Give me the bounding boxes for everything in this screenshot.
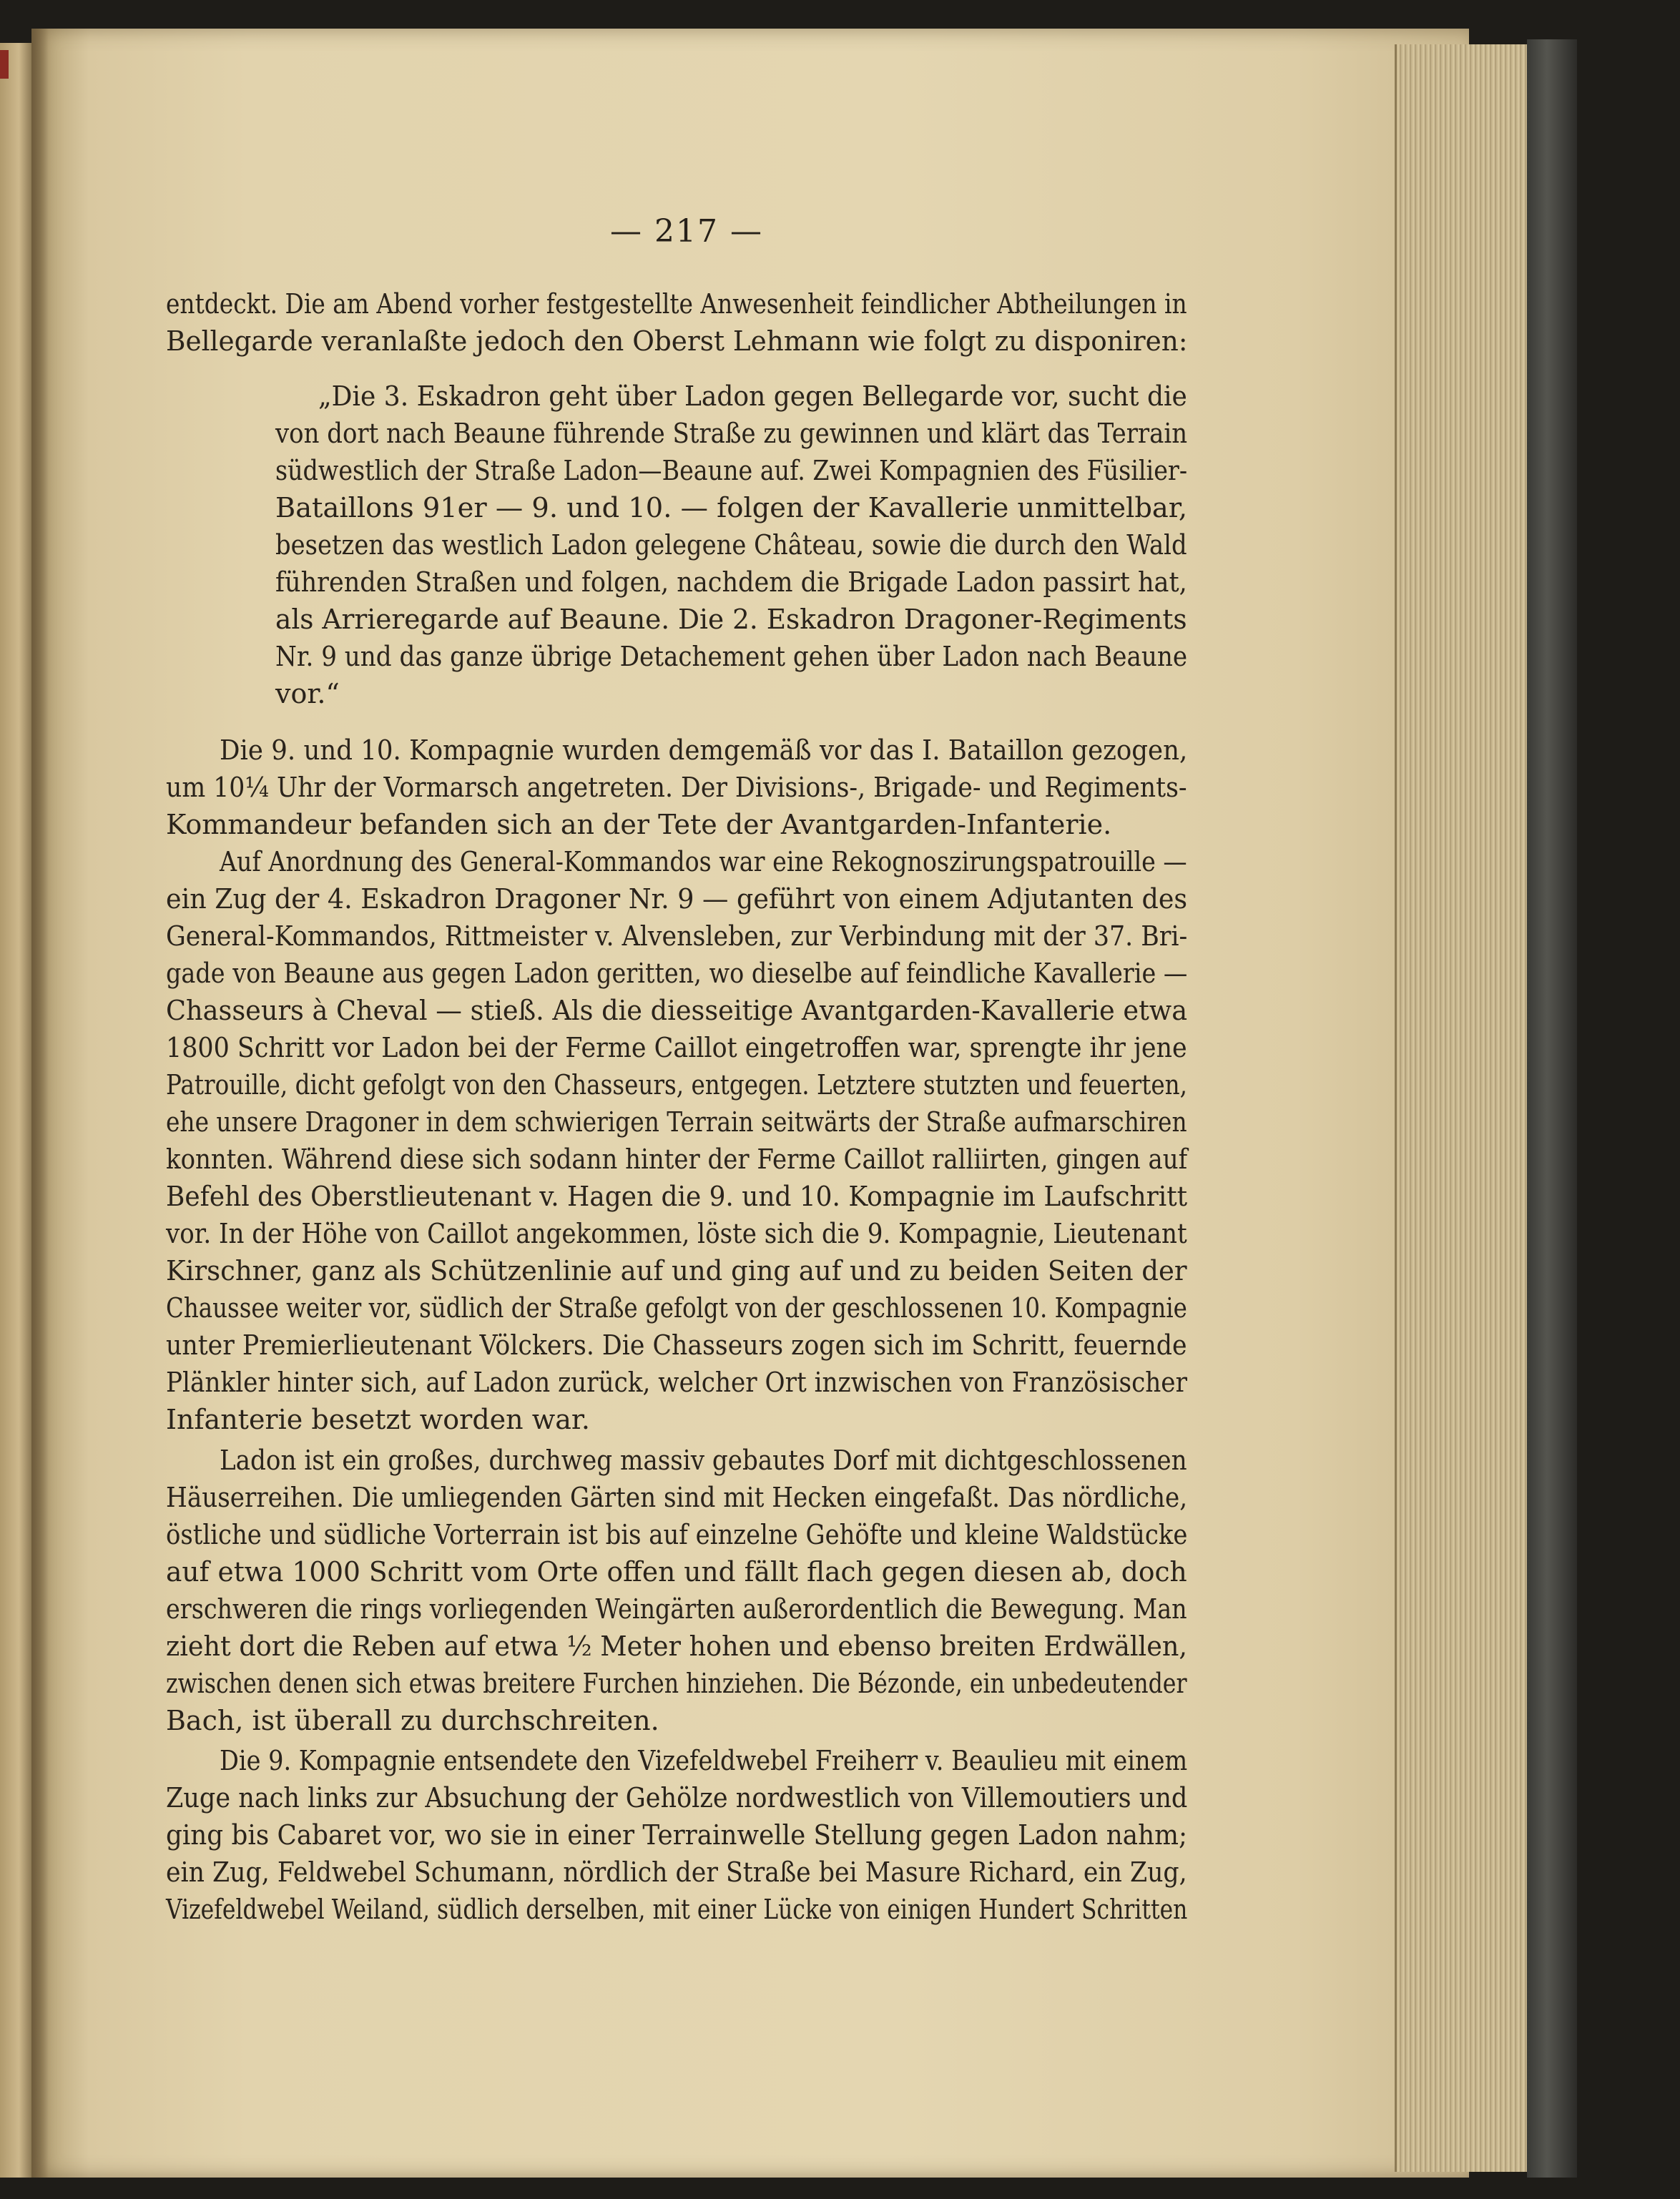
text-line: gade von Beaune aus gegen Ladon geritten, wo dieselbe auf feindliche Kavallerie —	[166, 958, 1188, 989]
text-line: konnten. Während diese sich sodann hinter der Ferme Caillot ralliirten, gingen auf	[166, 1143, 1188, 1175]
text-line: General-Kommandos, Rittmeister v. Alvensleben, zur Verbindung mit der 37. Bri-	[166, 920, 1188, 952]
text-line: Die 9. Kompagnie entsendete den Vizefeldwebel Freiherr v. Beaulieu mit einem	[220, 1745, 1188, 1776]
quote-line: führenden Straßen und folgen, nachdem die Brigade Ladon passirt hat,	[275, 566, 1187, 598]
text-line: erschweren die rings vorliegenden Weingärten außerordentlich die Bewegung. Man	[166, 1593, 1187, 1625]
text-line: Bellegarde veranlaßte jedoch den Oberst Lehmann wie folgt zu disponiren:	[166, 325, 1188, 357]
text-line: 1800 Schritt vor Ladon bei der Ferme Caillot eingetroffen war, sprengte ihr jene	[166, 1032, 1187, 1063]
text-line: vor. In der Höhe von Caillot angekommen, löste sich die 9. Kompagnie, Lieutenant	[166, 1218, 1187, 1249]
text-line: Infanterie besetzt worden war.	[166, 1404, 590, 1435]
binding-mark	[0, 50, 9, 79]
text-line: zwischen denen sich etwas breitere Furchen hinziehen. Die Bézonde, ein unbedeutender	[166, 1668, 1187, 1699]
text-line: entdeckt. Die am Abend vorher festgestellte Anwesenheit feindlicher Abtheilungen in	[166, 288, 1187, 320]
text-line: östliche und südliche Vorterrain ist bis auf einzelne Gehöfte und kleine Waldstücke	[166, 1519, 1188, 1550]
quote-line: Nr. 9 und das ganze übrige Detachement gehen über Ladon nach Beaune	[275, 641, 1188, 672]
text-line: Chasseurs à Cheval — stieß. Als die diesseitige Avantgarden-Kavallerie etwa	[166, 995, 1188, 1026]
quote-line: „Die 3. Eskadron geht über Ladon gegen Bellegarde vor, sucht die	[318, 380, 1187, 412]
text-line: unter Premierlieutenant Völckers. Die Chasseurs zogen sich im Schritt, feuernde	[166, 1329, 1187, 1361]
text-line: um 10¼ Uhr der Vormarsch angetreten. Der Divisions-, Brigade- und Regiments-	[166, 772, 1187, 803]
quote-line: von dort nach Beaune führende Straße zu gewinnen und klärt das Terrain	[275, 418, 1188, 449]
text-line: Ladon ist ein großes, durchweg massiv gebautes Dorf mit dichtgeschlossenen	[220, 1445, 1187, 1476]
text-line: Plänkler hinter sich, auf Ladon zurück, welcher Ort inzwischen von Französischer	[166, 1367, 1187, 1398]
text-line: Bach, ist überall zu durchschreiten.	[166, 1705, 659, 1736]
text-line: ehe unsere Dragoner in dem schwierigen Terrain seitwärts der Straße aufmarschiren	[166, 1106, 1187, 1138]
text-line: auf etwa 1000 Schritt vom Orte offen und fällt flach gegen diesen ab, doch	[166, 1556, 1187, 1588]
text-line: Befehl des Oberstlieutenant v. Hagen die 9. und 10. Kompagnie im Laufschritt	[166, 1181, 1188, 1212]
text-line: Vizefeldwebel Weiland, südlich derselben, mit einer Lücke von einigen Hundert Schritten	[166, 1894, 1188, 1925]
text-line: zieht dort die Reben auf etwa ½ Meter hohen und ebenso breiten Erdwällen,	[166, 1630, 1187, 1662]
text-line: Auf Anordnung des General-Kommandos war eine Rekognoszirungspatrouille —	[220, 846, 1187, 877]
text-line: Die 9. und 10. Kompagnie wurden demgemäß vor das I. Bataillon gezogen,	[220, 734, 1188, 766]
quote-line: Bataillons 91er — 9. und 10. — folgen der Kavallerie unmittelbar,	[275, 492, 1188, 523]
text-line: Chaussee weiter vor, südlich der Straße gefolgt von der geschlossenen 10. Kompagnie	[166, 1292, 1187, 1324]
book-cover-edge	[1527, 39, 1577, 2178]
text-line: Kommandeur befanden sich an der Tete der Avantgarden-Infanterie.	[166, 809, 1112, 840]
left-page-edge	[0, 43, 31, 2178]
text-line: ging bis Cabaret vor, wo sie in einer Terrainwelle Stellung gegen Ladon nahm;	[166, 1819, 1187, 1851]
text-line: Patrouille, dicht gefolgt von den Chasseurs, entgegen. Letztere stutzten und feuerten,	[166, 1069, 1188, 1101]
stacked-page-edges	[1395, 44, 1529, 2172]
text-line: Häuserreihen. Die umliegenden Gärten sind mit Hecken eingefaßt. Das nördliche,	[166, 1482, 1188, 1513]
text-line: ein Zug der 4. Eskadron Dragoner Nr. 9 — geführt von einem Adjutanten des	[166, 883, 1188, 915]
page-number: — 217 —	[610, 213, 763, 250]
text-line: Kirschner, ganz als Schützenlinie auf und ging auf und zu beiden Seiten der	[166, 1255, 1187, 1287]
quote-line: als Arrieregarde auf Beaune. Die 2. Eskadron Dragoner-Regiments	[275, 604, 1187, 635]
text-line: ein Zug, Feldwebel Schumann, nördlich der Straße bei Masure Richard, ein Zug,	[166, 1856, 1187, 1888]
page-gutter-shadow	[31, 29, 49, 2178]
quote-line: besetzen das westlich Ladon gelegene Château, sowie die durch den Wald	[275, 529, 1187, 561]
text-line: Zuge nach links zur Absuchung der Gehölze nordwestlich von Villemoutiers und	[166, 1782, 1188, 1814]
quote-line: südwestlich der Straße Ladon—Beaune auf. Zwei Kompagnien des Füsilier-	[275, 455, 1188, 486]
quote-line: vor.“	[275, 678, 340, 709]
